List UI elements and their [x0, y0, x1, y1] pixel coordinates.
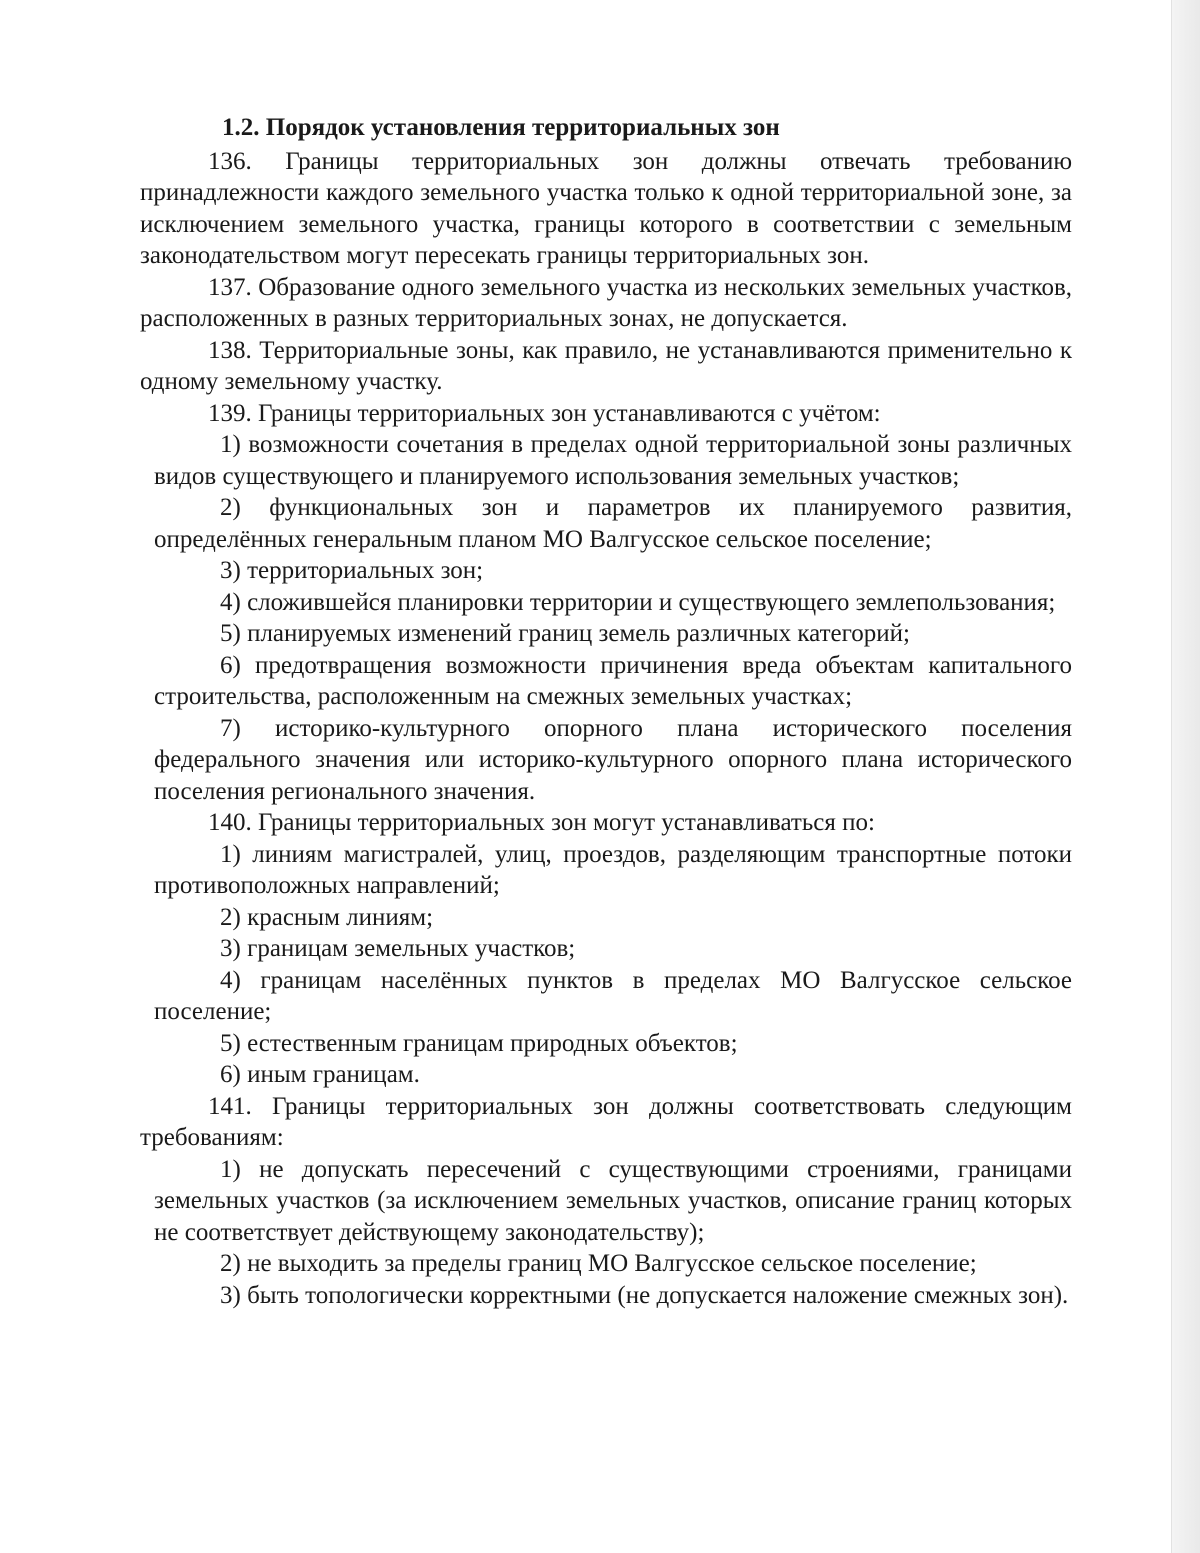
list-item [154, 555, 1072, 587]
paragraph-141 [140, 1091, 1072, 1154]
paragraph-138 [140, 335, 1072, 398]
item-number: 3) [220, 1281, 241, 1309]
paragraph-text: Территориальные зоны, как правило, не устанавливаются применительно к одному земельному участку. [140, 336, 1073, 395]
scan-edge [1171, 0, 1200, 1553]
paragraph-number: 138. [208, 336, 252, 364]
item-number: 1) [220, 840, 241, 868]
list-item [154, 713, 1072, 808]
item-text: быть топологически корректными (не допускается наложение смежных зон). [247, 1281, 1069, 1309]
paragraph-text: Границы территориальных зон должны соответствовать следующим требованиям: [140, 1092, 1072, 1151]
item-text: границам земельных участков; [247, 935, 576, 962]
item-number: 2) [220, 1250, 241, 1277]
item-text: историко-культурного опорного плана исторического поселения федерального значения или историко-культурного опорного плана исторического поселения регионального значения. [154, 714, 1073, 805]
paragraph-text: Границы территориальных зон могут устанавливаться по: [258, 809, 875, 836]
list-item [154, 933, 1072, 965]
list-item [154, 618, 1072, 650]
item-text: не выходить за пределы границ МО Валгусское сельское поселение; [247, 1250, 977, 1277]
item-number: 2) [220, 494, 241, 521]
paragraph-number: 140. [208, 809, 252, 836]
item-text: сложившейся планировки территории и существующего землепользования; [247, 588, 1056, 616]
item-text: красным линиям; [247, 903, 434, 931]
paragraph-136 [140, 146, 1072, 272]
paragraph-number: 136. [208, 147, 252, 175]
paragraph-140 [140, 807, 1072, 839]
paragraph-137 [140, 272, 1072, 335]
item-number: 3) [220, 557, 241, 584]
item-number: 3) [220, 935, 241, 962]
list-item [154, 965, 1072, 1028]
item-text: иным границам. [247, 1061, 420, 1088]
item-number: 6) [220, 651, 241, 679]
item-number: 1) [220, 431, 241, 458]
item-number: 4) [220, 966, 241, 994]
item-number: 2) [220, 903, 241, 931]
paragraph-number: 139. [208, 399, 252, 427]
paragraph-number: 137. [208, 273, 252, 301]
paragraph-text: Образование одного земельного участка из нескольких земельных участков, расположенных в разных территориальных зонах, не допускается. [140, 273, 1073, 332]
list-item [154, 1154, 1072, 1249]
item-text: линиям магистралей, улиц, проездов, разделяющим транспортные потоки противоположных направлений; [154, 840, 1073, 899]
item-number: 6) [220, 1061, 241, 1088]
list-item [154, 650, 1072, 713]
item-number: 4) [220, 588, 241, 616]
paragraph-number: 141. [208, 1092, 252, 1120]
item-text: возможности сочетания в пределах одной территориальной зоны различных видов существующего и планируемого использования земельных участков; [154, 431, 1073, 490]
paragraph-text: Границы территориальных зон устанавливаются с учётом: [258, 399, 881, 427]
item-text: не допускать пересечений с существующими строениями, границами земельных участков (за исключением земельных участков, описание границ которых не соответствует действующему законодательству); [154, 1155, 1073, 1246]
section-title: 1.2. Порядок установления территориальных зон [222, 114, 780, 141]
item-text: территориальных зон; [247, 557, 484, 584]
item-number: 5) [220, 1029, 241, 1057]
item-number: 7) [220, 714, 241, 742]
list-item [154, 839, 1072, 902]
list-item [154, 429, 1072, 492]
list-item [154, 492, 1072, 555]
list-item [154, 1248, 1072, 1280]
item-text: функциональных зон и параметров их планируемого развития, определённых генеральным планом МО Валгусское сельское поселение; [154, 494, 1073, 553]
paragraph-text: Границы территориальных зон должны отвечать требованию принадлежности каждого земельного участка только к одной территориальной зоне, за исключением земельного участка, границы которого в соответствии с земельным законодательством могут пересекать границы территориальных зон. [140, 147, 1073, 269]
list-item [154, 587, 1072, 619]
item-text: предотвращения возможности причинения вреда объектам капитального строительства, расположенным на смежных земельных участках; [154, 651, 1072, 710]
item-number: 1) [220, 1155, 241, 1183]
list-item [154, 1028, 1072, 1060]
list-item [154, 1059, 1072, 1091]
item-text: границам населённых пунктов в пределах МО Валгусское сельское поселение; [154, 966, 1072, 1025]
list-item [154, 902, 1072, 934]
paragraph-139 [140, 398, 1072, 430]
item-text: планируемых изменений границ земель различных категорий; [247, 620, 910, 647]
item-text: естественным границам природных объектов; [247, 1029, 738, 1057]
document-page [140, 112, 1072, 1311]
list-item [154, 1280, 1072, 1312]
item-number: 5) [220, 620, 241, 647]
